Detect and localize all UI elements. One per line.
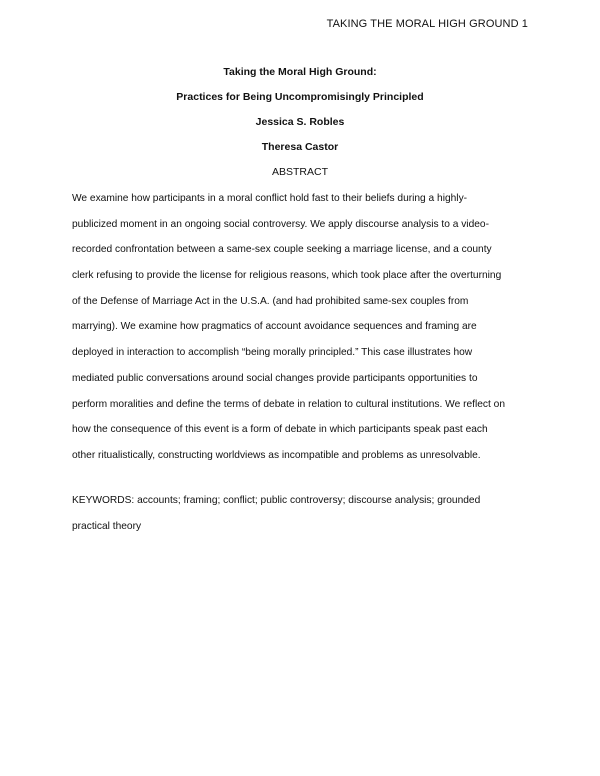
abstract-line: clerk refusing to provide the license for religious reasons, which took place after the overturning bbox=[72, 270, 502, 282]
keywords-line: practical theory bbox=[72, 520, 142, 532]
title-block bbox=[72, 66, 528, 179]
abstract-line: other ritualistically, constructing worldviews as incompatible and problems as unresolvable. bbox=[72, 449, 481, 461]
abstract-line: We examine how participants in a moral conflict hold fast to their beliefs during a highly- bbox=[72, 193, 468, 204]
abstract-line: marrying). We examine how pragmatics of account avoidance sequences and framing are bbox=[72, 321, 477, 333]
abstract-line: publicized moment in an ongoing social controversy. We apply discourse analysis to a video- bbox=[72, 218, 489, 230]
abstract-line: deployed in interaction to accomplish “being morally principled.” This case illustrates how bbox=[72, 347, 473, 359]
abstract-line: how the consequence of this event is a form of debate in which participants speak past each bbox=[72, 424, 488, 436]
abstract-body bbox=[72, 192, 532, 475]
abstract-heading: ABSTRACT bbox=[271, 166, 328, 178]
author-name: Theresa Castor bbox=[261, 141, 339, 153]
paper-title: Taking the Moral High Ground: bbox=[223, 66, 377, 78]
abstract-line: of the Defense of Marriage Act in the U.S.A. (and had prohibited same-sex couples from bbox=[72, 295, 469, 307]
paper-subtitle: Practices for Being Uncompromisingly Principled bbox=[176, 91, 424, 103]
abstract-line: perform moralities and define the terms of debate in relation to cultural institutions. We reflect on bbox=[72, 398, 505, 410]
keywords-line: KEYWORDS: accounts; framing; conflict; public controversy; discourse analysis; grounded bbox=[72, 495, 481, 506]
abstract-line: recorded confrontation between a same-sex couple seeking a marriage license, and a county bbox=[72, 244, 492, 256]
author-name: Jessica S. Robles bbox=[255, 116, 345, 128]
running-head: TAKING THE MORAL HIGH GROUND 1 bbox=[326, 18, 528, 30]
keywords-block bbox=[72, 494, 532, 545]
abstract-line: mediated public conversations around social changes provide participants opportunities to bbox=[72, 372, 478, 384]
